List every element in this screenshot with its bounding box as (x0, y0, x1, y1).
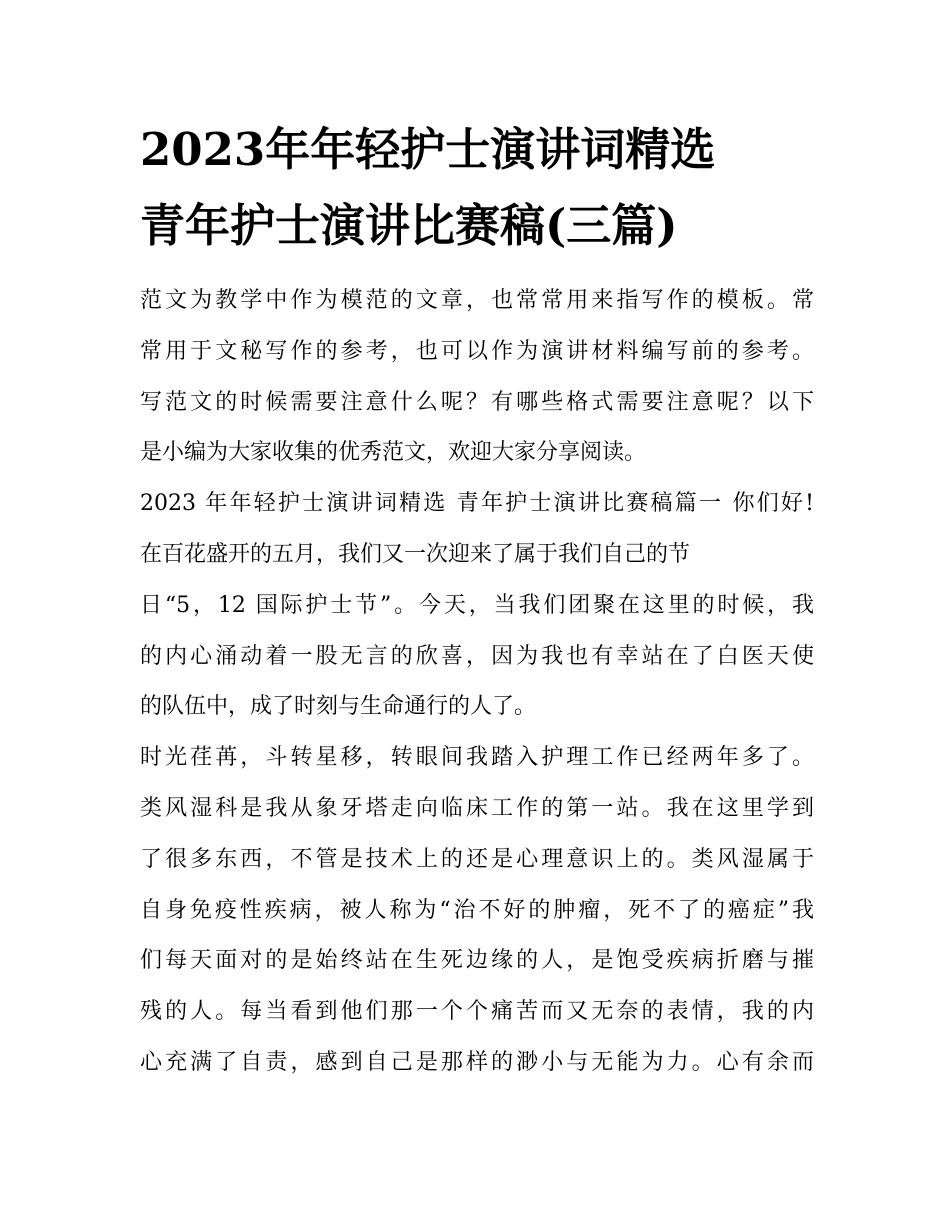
document-title-line-2: 青年护士演讲比赛稿(三篇) (140, 199, 678, 252)
body-line: 的队伍中，成了时刻与生命通行的人了。 (140, 694, 537, 720)
body-line: 写范文的时候需要注意什么呢？有哪些格式需要注意呢？以下 (140, 389, 814, 415)
body-line: 的内心涌动着一股无言的欣喜，因为我也有幸站在了白医天使 (140, 643, 814, 669)
body-line: 类风湿科是我从象牙塔走向临床工作的第一站。我在这里学到 (140, 795, 814, 821)
body-line: 们每天面对的是始终站在生死边缘的人，是饱受疾病折磨与摧 (140, 948, 814, 974)
body-line: 在百花盛开的五月，我们又一次迎来了属于我们自己的节 (140, 541, 691, 567)
title-text: 年年轻护士演讲词精选 (265, 123, 716, 176)
body-line: 常用于文秘写作的参考，也可以作为演讲材料编写前的参考。 (140, 338, 814, 364)
body-line: 是小编为大家收集的优秀范文，欢迎大家分享阅读。 (140, 440, 647, 466)
body-line: 范文为教学中作为模范的文章，也常常用来指写作的模板。常 (140, 288, 814, 313)
document-title-line-1 (140, 124, 820, 176)
document-body (140, 276, 814, 1089)
body-line: 了很多东西，不管是技术上的还是心理意识上的。类风湿属于 (140, 846, 814, 872)
body-line: 2023 年年轻护士演讲词精选 青年护士演讲比赛稿篇一 你们好! (140, 491, 814, 517)
body-line: 时光荏苒，斗转星移，转眼间我踏入护理工作已经两年多了。 (140, 745, 814, 771)
body-line: 日“5，12 国际护士节”。今天，当我们团聚在这里的时候，我 (140, 592, 814, 618)
title-year: 2023 (140, 123, 266, 176)
body-line: 自身免疫性疾病，被人称为“治不好的肿瘤，死不了的癌症”我 (140, 897, 814, 923)
body-line: 残的人。每当看到他们那一个个痛苦而又无奈的表情，我的内 (140, 999, 814, 1025)
body-line: 心充满了自责，感到自己是那样的渺小与无能为力。心有余而 (140, 1049, 814, 1075)
